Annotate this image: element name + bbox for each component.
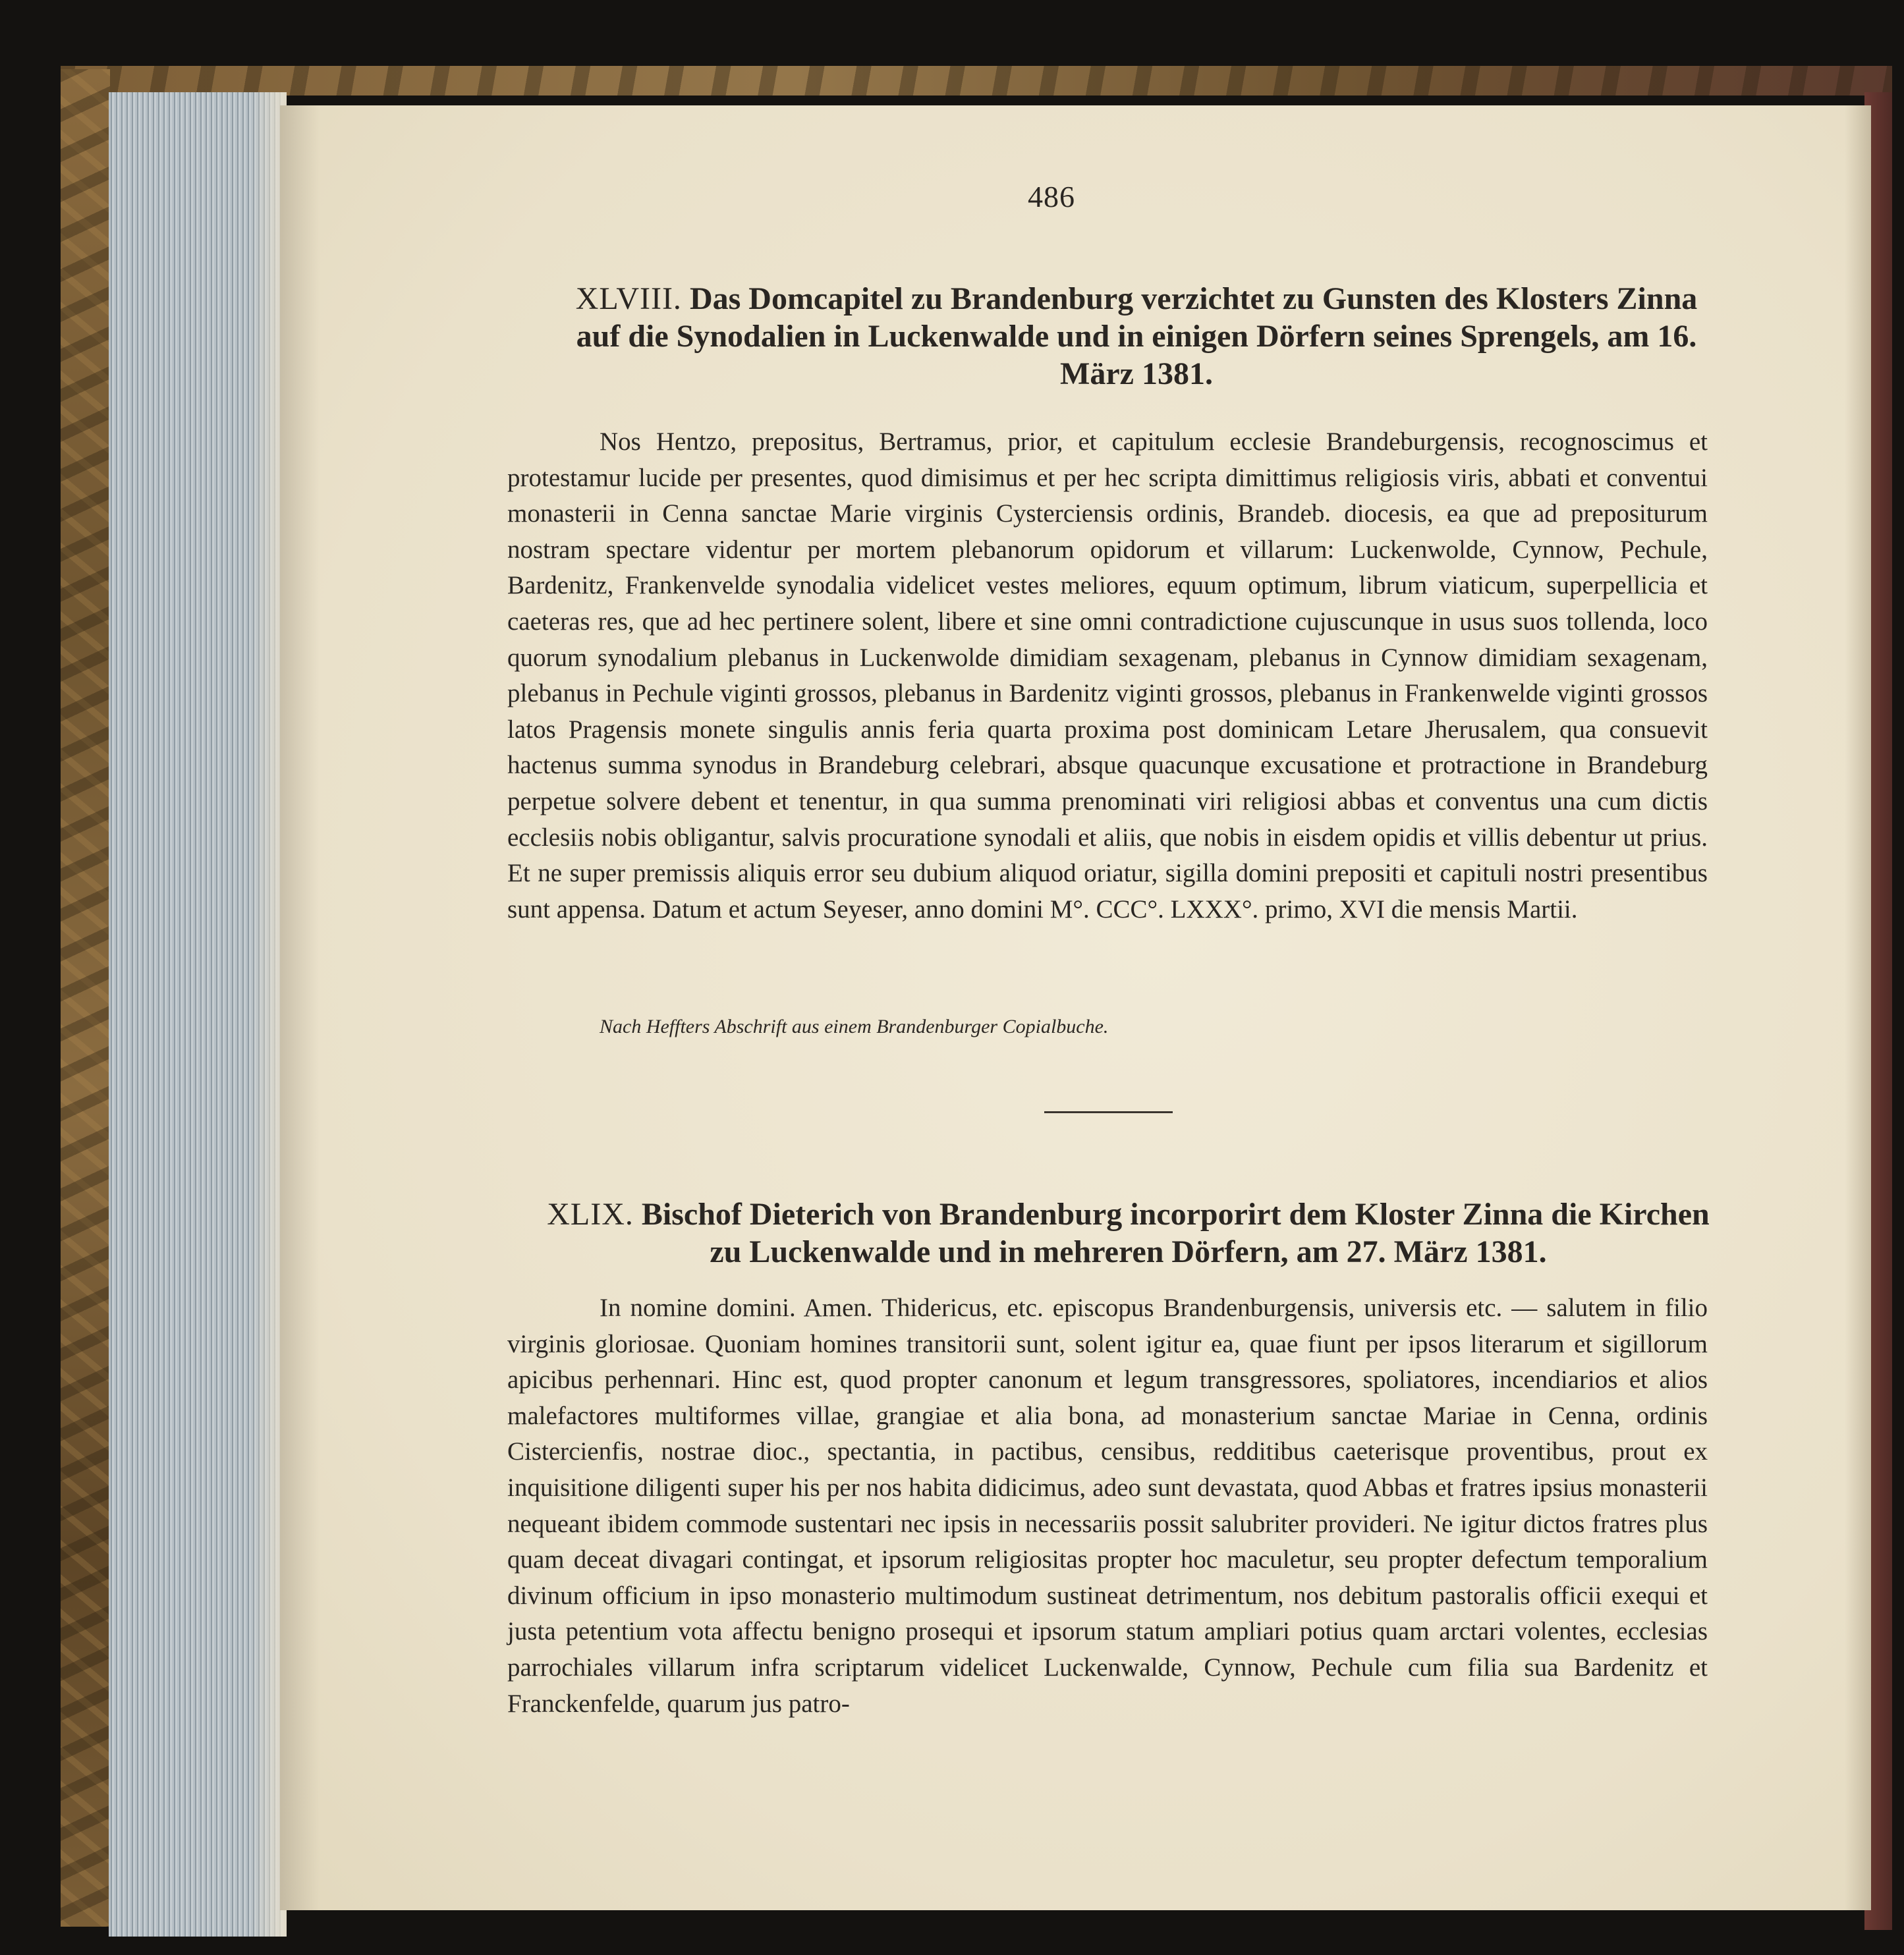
document-title-2: Bischof Dieterich von Brandenburg incorporirt dem Kloster Zinna die Kirchen zu Luckenwalde und in mehreren Dörfern, am 27. März 1381. bbox=[641, 1197, 1710, 1269]
section-separator bbox=[1044, 1111, 1173, 1113]
page-gutter-shadow bbox=[280, 105, 320, 1910]
document-body-1: Nos Hentzo, prepositus, Bertramus, prior, et capitulum ecclesie Brandeburgensis, recognoscimus et protestamur lucide per presentes, quod dimisimus et per hec scripta dimittimus religiosis viris, abbati et conventui monasterii in Cenna sanctae Marie virginis Cysterciensis ordinis, Brandeb. diocesis, ea que ad prepositurum nostram spectare videntur per mortem plebanorum opidorum et villarum: Luckenwolde, Cynnow, Pechule, Bardenitz, Frankenvelde synodalia videlicet vestes meliores, equum optimum, librum viaticum, superpellicia et caeteras res, que ad hec pertinere solent, libere et sine omni contradictione cujuscunque in usus suos tollenda, loco quorum synodalium plebanus in Luckenwolde dimidiam sexagenam, plebanus in Cynnow dimidiam sexagenam, plebanus in Pechule viginti grossos, plebanus in Bardenitz viginti grossos, plebanus in Frankenwelde viginti grossos latos Pragensis monete singulis annis feria quarta proxima post dominicam Letare Jherusalem, qua consuevit hactenus summa synodus in Brandeburg celebrari, absque quacunque excusatione et protractione in Brandeburg perpetue solvere debent et tenentur, in qua summa prenominati viri religiosi abbas et conventus una cum dictis ecclesiis nobis obligantur, salvis procuratione synodali et aliis, que nobis in eisdem opidis et villis debentur ut prius. Et ne super premissis aliquis error seu dubium aliquod oriatur, sigilla domini prepositi et capituli nostri presentibus sunt appensa. Datum et actum Seyeser, anno domini M°. CCC°. LXXX°. primo, XVI die mensis Martii. bbox=[507, 427, 1708, 923]
page-right-edge-shadow bbox=[1845, 105, 1871, 1910]
document-body-2: In nomine domini. Amen. Thidericus, etc. episcopus Brandenburgensis, universis etc. — salutem in filio virginis gloriosae. Quoniam homines transitorii sunt, solent igitur ea, quae fiunt per ipsos literarum et sigillorum apicibus perhennari. Hinc est, quod propter canonum et legum transgressores, spoliatores, incendiarios et alios malefactores multiformes villae, grangiae et alia bona, ad monasterium sanctae Mariae in Cenna, ordinis Cistercienfis, nostrae dioc., spectantia, in pactibus, censibus, redditibus caeterisque proventibus, prout ex inquisitione diligenti super his per nos habita didicimus, adeo sunt devastata, quod Abbas et fratres ipsius monasterii nequeant ibidem commode sustentari nec ipsis in necessariis possit salubriter provideri. Ne igitur dictos fratres plus quam deceat divagari contingat, et ipsorum religiositas propter hoc maculetur, seu propter defectum temporalium divinum officium in ipso monasterio multimodum sustineat detrimentum, nos debitum pastoralis officii exequi et justa petentium vota affectu benigno prosequi et ipsorum statum ampliari potius quam arctari volentes, ecclesias parrochiales villarum infra scriptarum videlicet Luckenwalde, Cynnow, Pechule cum filia sua Bardenitz et Franckenfelde, quarum jus patro- bbox=[507, 1294, 1708, 1718]
page-number: 486 bbox=[1028, 180, 1075, 213]
source-note: Nach Heffters Abschrift aus einem Brandenburger Copialbuche. bbox=[600, 1016, 1109, 1037]
marbled-book-cover bbox=[61, 69, 110, 1927]
document-heading-1 bbox=[563, 280, 1710, 393]
document-title-1: Das Domcapitel zu Brandenburg verzichtet zu Gunsten des Klosters Zinna auf die Synodalien in Luckenwalde und in einigen Dörfern seines Sprengels, am 16. März 1381. bbox=[576, 281, 1698, 391]
book-cover-top-edge bbox=[61, 66, 1892, 96]
document-numeral-1: XLVIII. bbox=[575, 281, 682, 316]
document-heading-2 bbox=[547, 1196, 1710, 1271]
document-numeral-2: XLIX. bbox=[547, 1197, 634, 1232]
